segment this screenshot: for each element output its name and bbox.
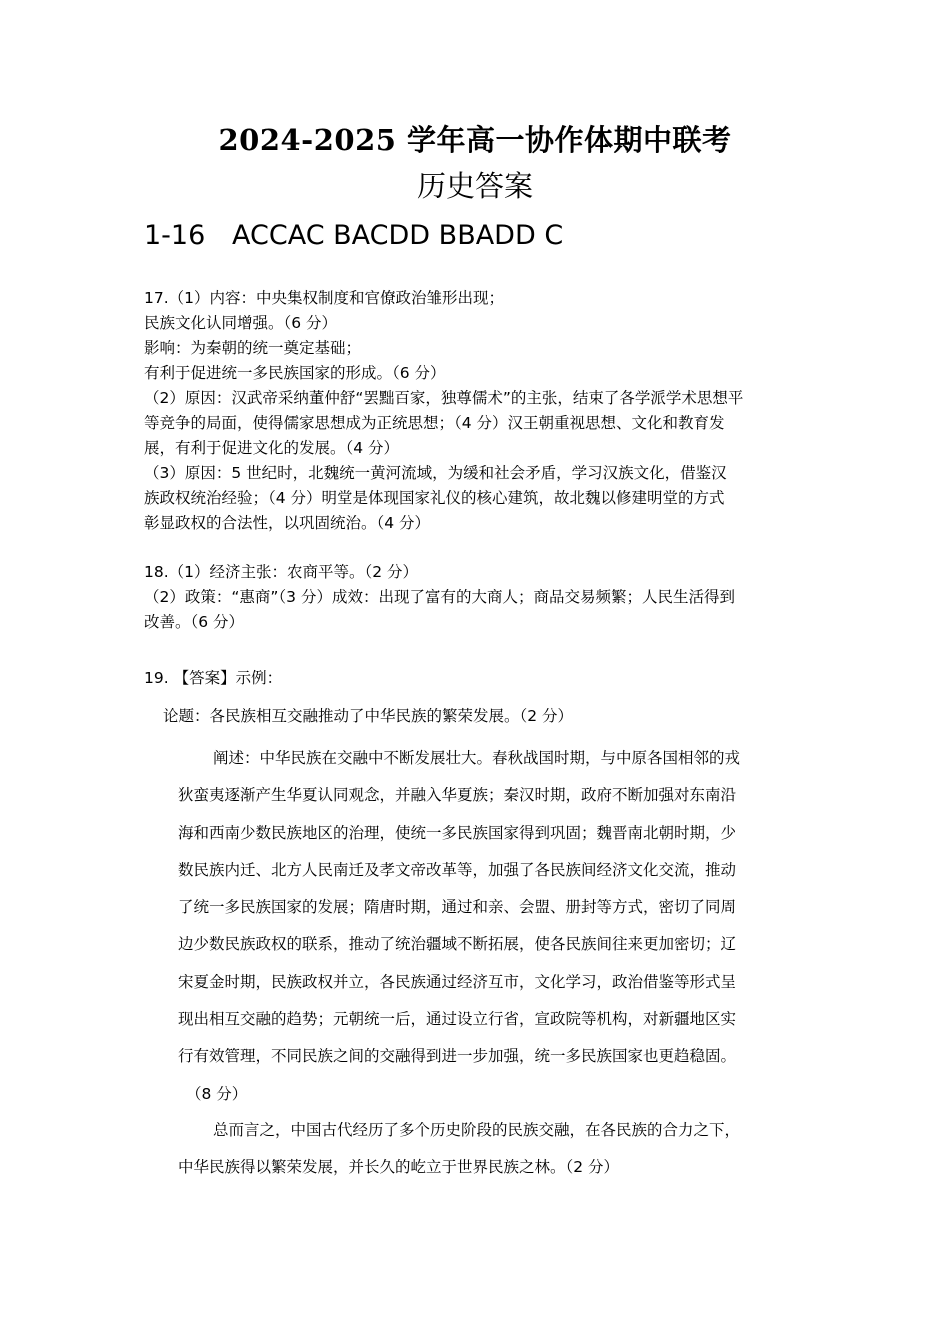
text-line: （3）原因：5 世纪时，北魏统一黄河流域，为缓和社会矛盾，学习汉族文化，借鉴汉 <box>144 464 727 482</box>
text-line: 民族文化认同增强。（6 分） <box>144 314 338 332</box>
multiple-choice-answer-string: ACCAC BACDD BBADD C <box>232 220 564 251</box>
question-17-answer <box>144 286 814 536</box>
question-19-thesis: 论题：各民族相互交融推动了中华民族的繁荣发展。（2 分） <box>163 707 574 725</box>
text-line: 海和西南少数民族地区的治理，使统一多民族国家得到巩固；魏晋南北朝时期，少 <box>178 823 737 842</box>
text-line: 17.（1）内容：中央集权制度和官僚政治雏形出现； <box>144 289 505 307</box>
text-line: 18.（1）经济主张：农商平等。（2 分） <box>144 563 419 581</box>
text-line: 宋夏金时期，民族政权并立，各民族通过经济互市，文化学习，政治借鉴等形式呈 <box>178 972 737 991</box>
text-line: 狄蛮夷逐渐产生华夏认同观念，并融入华夏族；秦汉时期，政府不断加强对东南沿 <box>178 786 737 805</box>
multiple-choice-range: 1-16 <box>144 220 206 251</box>
text-line: （2）政策：“惠商”（3 分）成效：出现了富有的大商人；商品交易频繁；人民生活得到 <box>144 588 735 606</box>
text-line: （2）原因：汉武帝采纳董仲舒“罢黜百家，独尊儒术”的主张，结束了各学派学术思想平 <box>144 389 744 407</box>
question-18-answer <box>144 560 814 635</box>
text-line: 现出相互交融的趋势；元朝统一后，通过设立行省，宣政院等机构，对新疆地区实 <box>178 1010 737 1029</box>
question-19-heading <box>144 666 814 691</box>
text-line: 行有效管理，不同民族之间的交融得到进一步加强，统一多民族国家也更趋稳固。 <box>178 1047 737 1066</box>
text-line: 19. 【答案】示例： <box>144 669 283 687</box>
text-line: 改善。（6 分） <box>144 613 245 631</box>
text-line: （8 分） <box>186 1084 248 1103</box>
text-line: 了统一多民族国家的发展；隋唐时期，通过和亲、会盟、册封等方式，密切了同周 <box>178 898 737 917</box>
page-title: 2024-2025 学年高一协作体期中联考 <box>218 123 732 157</box>
text-line: 等竞争的局面，使得儒家思想成为正统思想；（4 分）汉王朝重视思想、文化和教育发 <box>144 414 725 432</box>
multiple-choice-answers <box>144 216 563 256</box>
text-line: 总而言之，中国古代经历了多个历史阶段的民族交融，在各民族的合力之下， <box>213 1121 741 1139</box>
text-line: 影响：为秦朝的统一奠定基础； <box>144 339 362 357</box>
text-line: 展，有利于促进文化的发展。（4 分） <box>144 439 400 457</box>
text-line: 数民族内迁、北方人民南迁及孝文帝改革等，加强了各民族间经济文化交流，推动 <box>178 860 737 879</box>
text-line: 族政权统治经验；（4 分）明堂是体现国家礼仪的核心建筑，故北魏以修建明堂的方式 <box>144 489 725 507</box>
question-19-conclusion <box>178 1112 828 1187</box>
text-line: 边少数民族政权的联系，推动了统治疆域不断拓展，使各民族间往来更加密切；辽 <box>178 935 737 954</box>
question-19-argument <box>178 740 818 1113</box>
page-subtitle: 历史答案 <box>416 169 533 203</box>
text-line: 中华民族得以繁荣发展，并长久的屹立于世界民族之林。（2 分） <box>178 1158 620 1177</box>
text-line: 阐述：中华民族在交融中不断发展壮大。春秋战国时期，与中原各国相邻的戎 <box>213 749 741 767</box>
text-line: 彰显政权的合法性，以巩固统治。（4 分） <box>144 514 431 532</box>
text-line: 有利于促进统一多民族国家的形成。（6 分） <box>144 364 446 382</box>
